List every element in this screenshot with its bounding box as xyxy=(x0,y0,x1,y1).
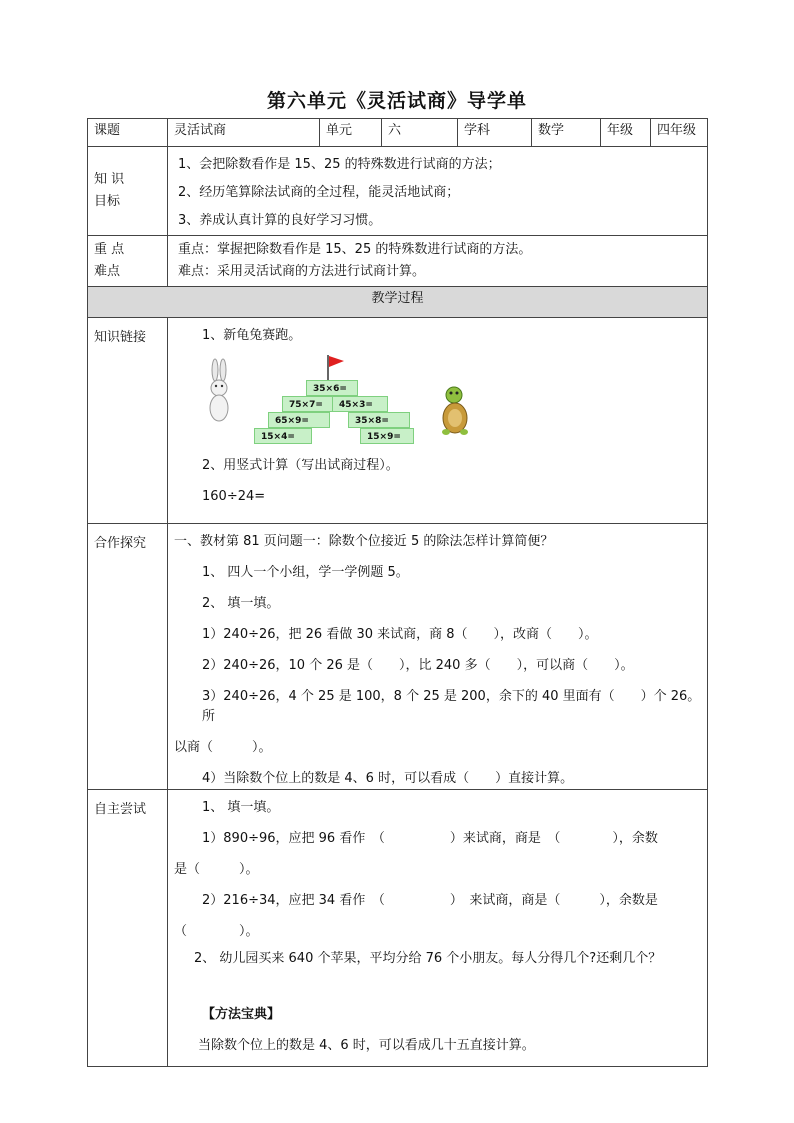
self-content xyxy=(168,790,708,1067)
unit-label: 单元 xyxy=(320,119,382,147)
self-label: 自主尝试 xyxy=(88,790,168,1067)
self-line: （ ）。 xyxy=(174,924,259,939)
race-illustration xyxy=(202,346,701,446)
explore-line: 3）240÷26，4 个 25 是 100，8 个 25 是 200，余下的 40 里面有（ ）个 26。所 xyxy=(202,689,701,724)
brick-label: 65×9= xyxy=(268,412,330,428)
objective-item: 1、会把除数看作是 15、25 的特殊数进行试商的方法； xyxy=(178,157,501,172)
objectives-label-line1: 知 识 xyxy=(94,172,125,187)
turtle-icon xyxy=(440,386,474,438)
course-value: 灵活试商 xyxy=(168,119,320,147)
link-label: 知识链接 xyxy=(88,318,168,524)
self-line: 1）890÷96，应把 96 看作 （ ）来试商，商是 （ ），余数 xyxy=(202,831,658,846)
course-label: 课题 xyxy=(88,119,168,147)
keypoints-row xyxy=(88,236,708,287)
explore-line: 1）240÷26，把 26 看做 30 来试商，商 8（ ），改商（ ）。 xyxy=(202,627,598,642)
objectives-label xyxy=(88,147,168,236)
keypoints-label-line1: 重 点 xyxy=(94,242,125,257)
header-row xyxy=(88,119,708,147)
explore-line: 2、 填一填。 xyxy=(202,596,280,611)
explore-line: 以商（ ）。 xyxy=(174,740,272,755)
lesson-table xyxy=(87,118,708,1067)
keypoint-item: 难点：采用灵活试商的方法进行试商计算。 xyxy=(178,264,426,279)
objectives-row xyxy=(88,147,708,236)
self-line: 是（ ）。 xyxy=(174,862,259,877)
subject-value: 数学 xyxy=(532,119,601,147)
link-item-2-expr: 160÷24= xyxy=(202,489,266,504)
keypoints-label xyxy=(88,236,168,287)
explore-label: 合作探究 xyxy=(88,524,168,790)
self-line: 2、 幼儿园买来 640 个苹果，平均分给 76 个小朋友。每人分得几个?还剩几个？ xyxy=(194,951,662,966)
grade-value: 四年级 xyxy=(651,119,708,147)
method-title: 【方法宝典】 xyxy=(202,1007,281,1022)
objectives-label-line2: 目标 xyxy=(94,194,121,209)
flag-icon xyxy=(328,355,344,382)
link-row xyxy=(88,318,708,524)
explore-row xyxy=(88,524,708,790)
link-item-2: 2、用竖式计算（写出试商过程）。 xyxy=(202,458,399,473)
self-row xyxy=(88,790,708,1067)
objective-item: 3、养成认真计算的良好学习习惯。 xyxy=(178,213,382,228)
brick-label: 15×9= xyxy=(360,428,414,444)
keypoints-content xyxy=(168,236,708,287)
page-title: 第六单元《灵活试商》导学单 xyxy=(266,90,527,112)
explore-line: 4）当除数个位上的数是 4、6 时，可以看成（ ）直接计算。 xyxy=(202,771,574,786)
objective-item: 2、经历笔算除法试商的全过程，能灵活地试商； xyxy=(178,185,460,200)
brick-label: 35×8= xyxy=(348,412,410,428)
objectives-content xyxy=(168,147,708,236)
keypoints-label-line2: 难点 xyxy=(94,264,121,279)
explore-heading: 一、教材第 81 页问题一：除数个位接近 5 的除法怎样计算简便？ xyxy=(174,534,554,549)
brick-label: 45×3= xyxy=(332,396,388,412)
rabbit-icon xyxy=(210,359,228,421)
grade-label: 年级 xyxy=(601,119,651,147)
process-title-row xyxy=(88,287,708,318)
self-line: 1、 填一填。 xyxy=(202,800,280,815)
keypoint-item: 重点：掌握把除数看作是 15、25 的特殊数进行试商的方法。 xyxy=(178,242,532,257)
brick-label: 15×4= xyxy=(254,428,312,444)
brick-label: 75×7= xyxy=(282,396,338,412)
link-content xyxy=(168,318,708,524)
explore-content xyxy=(168,524,708,790)
method-text: 当除数个位上的数是 4、6 时，可以看成几十五直接计算。 xyxy=(198,1038,535,1053)
unit-value: 六 xyxy=(382,119,458,147)
link-item-1: 1、新龟兔赛跑。 xyxy=(202,328,302,343)
explore-line: 1、 四人一个小组，学一学例题 5。 xyxy=(202,565,409,580)
process-title: 教学过程 xyxy=(88,287,708,318)
subject-label: 学科 xyxy=(458,119,532,147)
brick-label: 35×6= xyxy=(306,380,358,396)
explore-line: 2）240÷26，10 个 26 是（ ），比 240 多（ ），可以商（ ）。 xyxy=(202,658,634,673)
self-line: 2）216÷34，应把 34 看作 （ ） 来试商，商是（ ），余数是 xyxy=(202,893,658,908)
